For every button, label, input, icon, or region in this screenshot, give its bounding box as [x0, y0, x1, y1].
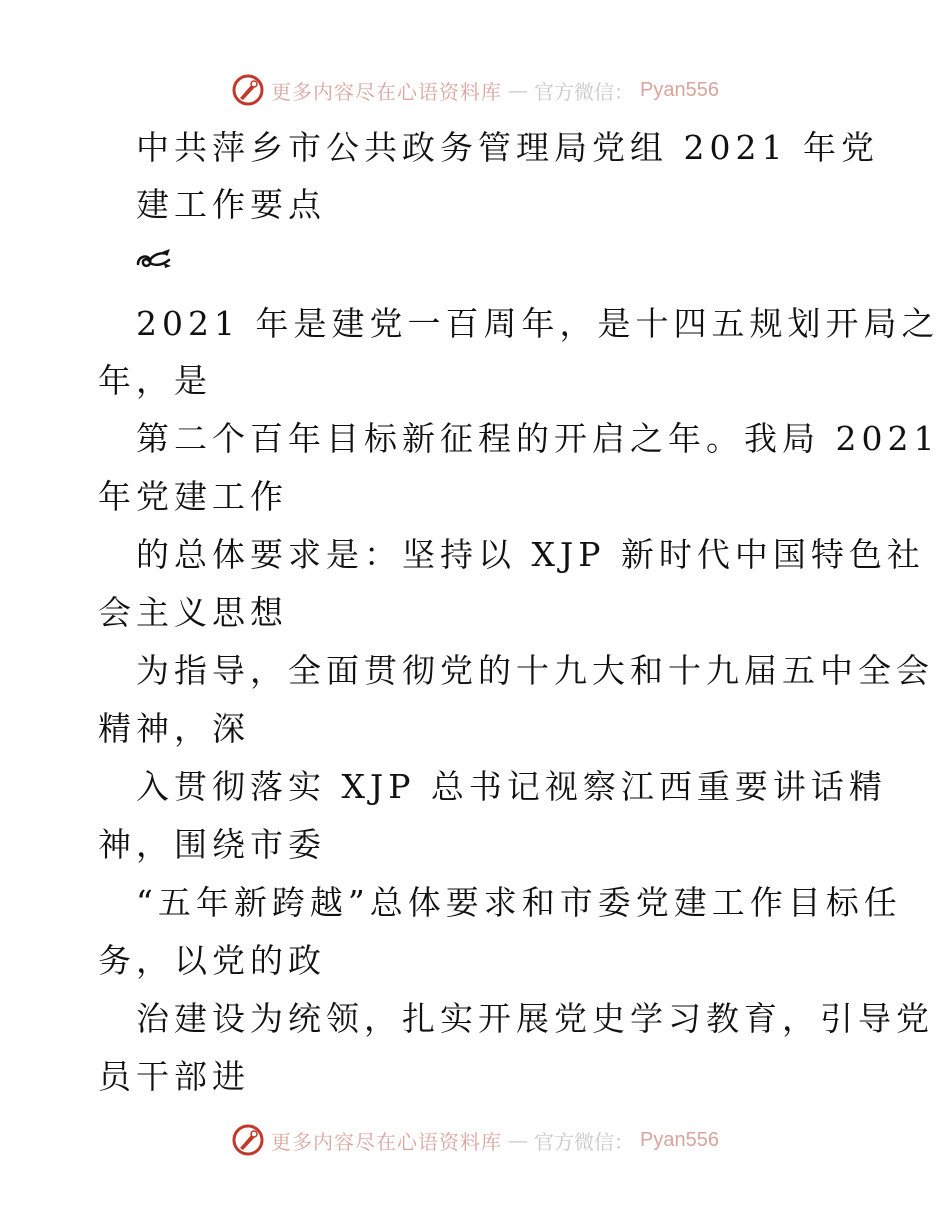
watermark-separator: — [508, 78, 529, 102]
watermark-text: 更多内容尽在心语资料库 [271, 1129, 503, 1154]
body-line: 第二个百年目标新征程的开启之年。我局 2021 [136, 419, 940, 458]
body-line: 治建设为统领，扎实开展党史学习教育，引导党 [136, 999, 934, 1038]
watermark-label: 官方微信： [534, 1129, 635, 1154]
doc-title-line-1: 中共萍乡市公共政务管理局党组 2021 年党 [136, 128, 879, 167]
pen-logo-icon [231, 73, 265, 107]
body-line: “五年新跨越”总体要求和市委党建工作目标任 [136, 883, 902, 922]
ornament-icon [134, 246, 174, 276]
body-line: 精神，深 [98, 709, 250, 748]
body-line: 员干部进 [98, 1057, 250, 1096]
watermark-id: Pyan556 [640, 1128, 719, 1151]
body-line: 务，以党的政 [98, 941, 326, 980]
pen-logo-icon [231, 1123, 265, 1157]
body-line: 2021 年是建党一百周年，是十四五规划开局之 [136, 304, 940, 343]
body-line: 入贯彻落实 XJP 总书记视察江西重要讲话精 [136, 767, 887, 806]
watermark-text: 更多内容尽在心语资料库 [271, 79, 503, 104]
body-line: 为指导，全面贯彻党的十九大和十九届五中全会 [136, 651, 934, 690]
doc-title-line-2: 建工作要点 [136, 185, 326, 224]
header-watermark [0, 70, 950, 110]
body-line: 的总体要求是：坚持以 XJP 新时代中国特色社 [136, 535, 925, 574]
watermark-separator: — [508, 1128, 529, 1152]
body-line: 年党建工作 [98, 477, 288, 516]
footer-watermark [0, 1120, 950, 1160]
watermark-id: Pyan556 [640, 78, 719, 101]
body-line: 年，是 [98, 361, 212, 400]
body-line: 会主义思想 [98, 593, 288, 632]
watermark-label: 官方微信： [534, 79, 635, 104]
body-line: 神，围绕市委 [98, 825, 326, 864]
